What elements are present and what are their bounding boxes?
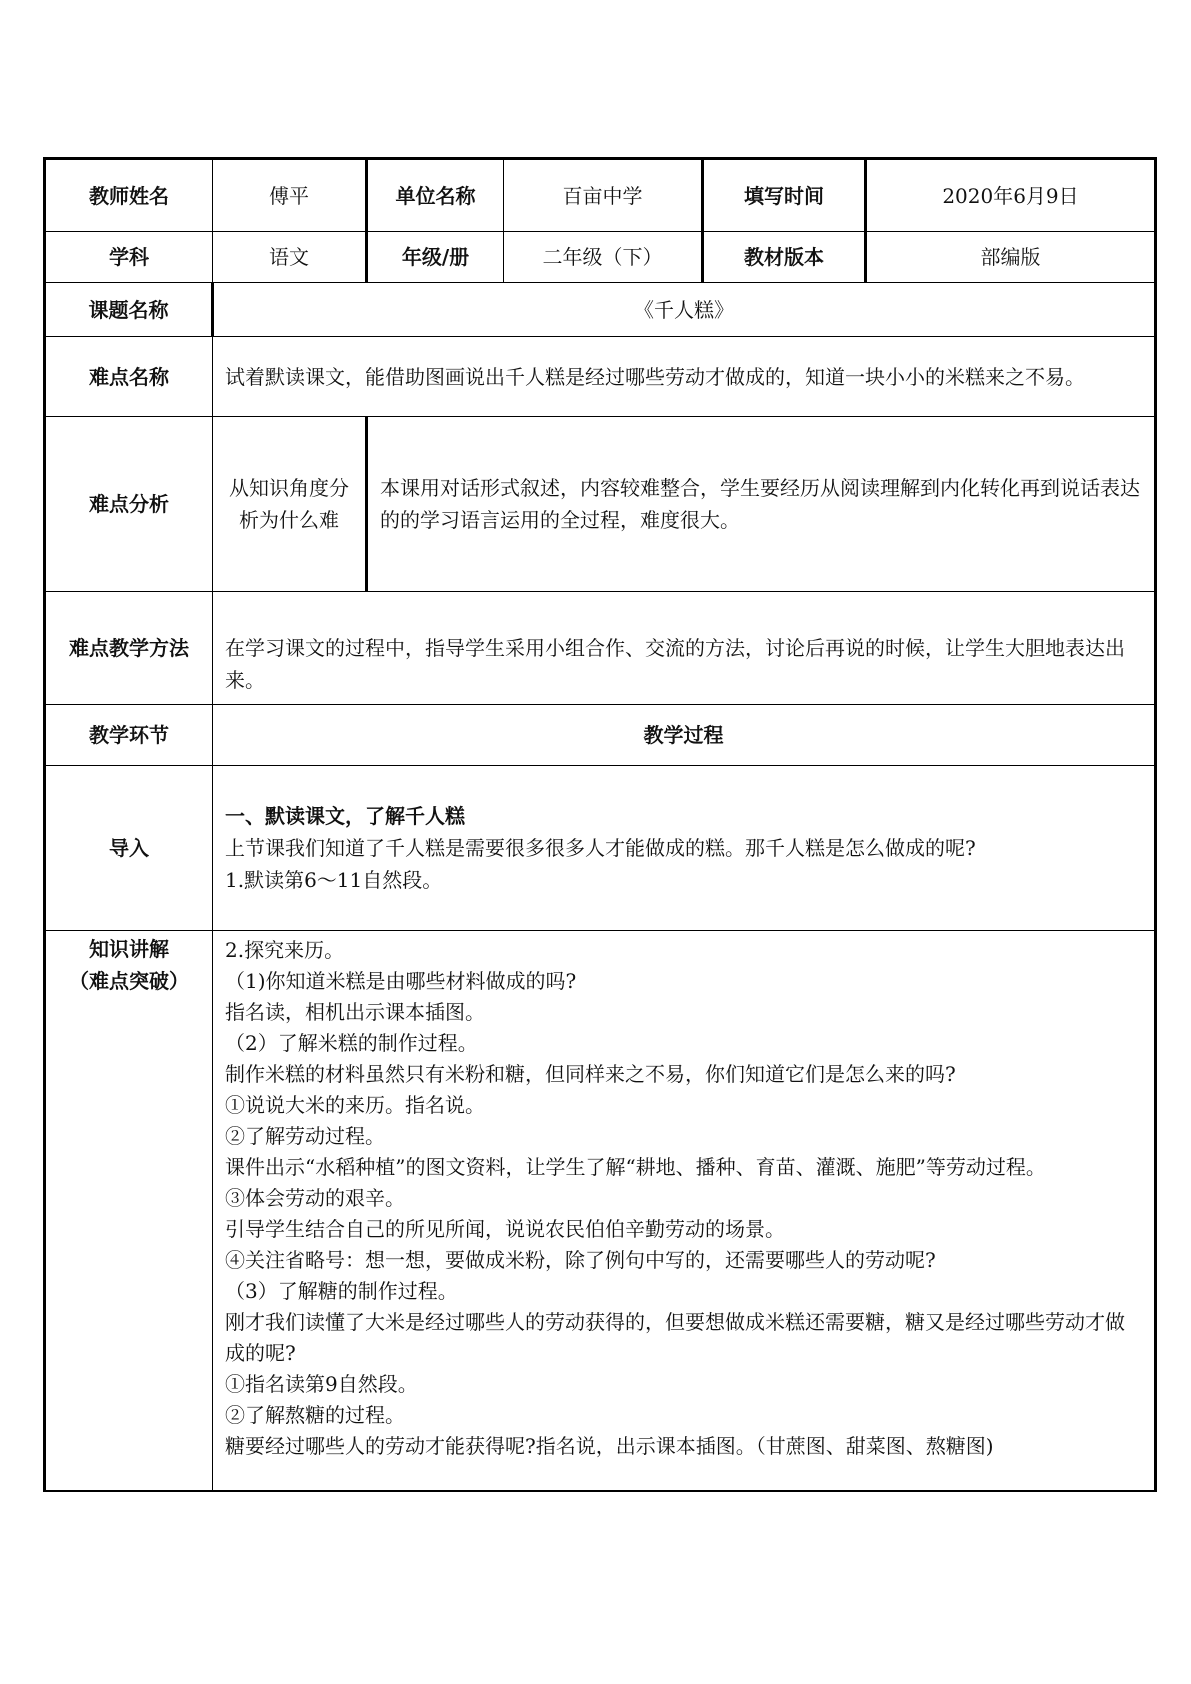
knowledge-label-line-2: （难点突破） (69, 969, 189, 993)
knowledge-line-6: ①说说大米的来历。指名说。 (225, 1093, 485, 1117)
knowledge-line-2: （1)你知道米糕是由哪些材料做成的吗? (225, 969, 577, 993)
intro-heading: 一、默读课文，了解千人糕 (225, 804, 465, 828)
subject-label: 学科 (45, 232, 213, 283)
knowledge-line-15: ②了解熬糖的过程。 (225, 1403, 405, 1427)
edition-value: 部编版 (866, 232, 1156, 283)
intro-line-2: 1.默读第6～11自然段。 (225, 868, 443, 892)
analysis-row (45, 417, 1156, 592)
knowledge-line-1: 2.探究来历。 (225, 938, 345, 962)
subject-value: 语文 (213, 232, 367, 283)
intro-row (45, 766, 1156, 931)
difficulty-row (45, 337, 1156, 417)
method-row (45, 592, 1156, 705)
method-label: 难点教学方法 (45, 592, 213, 705)
lesson-plan-table (43, 157, 1157, 1492)
knowledge-line-14: ①指名读第9自然段。 (225, 1372, 418, 1396)
grade-label: 年级/册 (367, 232, 504, 283)
intro-line-1: 上节课我们知道了千人糕是需要很多很多人才能做成的糕。那千人糕是怎么做成的呢? (225, 836, 976, 860)
knowledge-line-9: ③体会劳动的艰辛。 (225, 1186, 405, 1210)
date-label: 填写时间 (703, 159, 866, 232)
knowledge-label-line-1: 知识讲解 (89, 937, 169, 961)
knowledge-line-12: （3）了解糖的制作过程。 (225, 1279, 458, 1303)
knowledge-line-10: 引导学生结合自己的所见所闻，说说农民伯伯辛勤劳动的场景。 (225, 1217, 785, 1241)
teacher-name-value: 傅平 (213, 159, 367, 232)
header-row-1 (45, 159, 1156, 232)
teacher-name-label: 教师姓名 (45, 159, 213, 232)
knowledge-line-16: 糖要经过哪些人的劳动才能获得呢?指名说，出示课本插图。（甘蔗图、甜菜图、熬糖图) (225, 1434, 994, 1458)
knowledge-line-8: 课件出示“水稻种植”的图文资料，让学生了解“耕地、播种、育苗、灌溉、施肥”等劳动过程。 (225, 1155, 1046, 1179)
header-row-2 (45, 232, 1156, 283)
topic-label: 课题名称 (45, 283, 213, 337)
knowledge-line-4: （2）了解米糕的制作过程。 (225, 1031, 478, 1055)
knowledge-line-7: ②了解劳动过程。 (225, 1124, 385, 1148)
intro-content (213, 766, 1156, 931)
unit-name-label: 单位名称 (367, 159, 504, 232)
difficulty-label: 难点名称 (45, 337, 213, 417)
knowledge-line-5: 制作米糕的材料虽然只有米粉和糖，但同样来之不易，你们知道它们是怎么来的吗? (225, 1062, 956, 1086)
grade-value: 二年级（下） (504, 232, 703, 283)
knowledge-line-11: ④关注省略号：想一想，要做成米粉，除了例句中写的，还需要哪些人的劳动呢? (225, 1248, 936, 1272)
process-stage-label: 教学环节 (45, 705, 213, 766)
knowledge-label (45, 931, 213, 1491)
analysis-value: 本课用对话形式叙述，内容较难整合，学生要经历从阅读理解到内化转化再到说话表达的的学习语言运用的全过程，难度很大。 (367, 417, 1156, 592)
knowledge-line-3: 指名读，相机出示课本插图。 (225, 1000, 485, 1024)
date-value: 2020年6月9日 (866, 159, 1156, 232)
knowledge-line-13: 刚才我们读懂了大米是经过哪些人的劳动获得的，但要想做成米糕还需要糖，糖又是经过哪些劳动才做成的呢? (225, 1310, 1125, 1365)
analysis-sub-label: 从知识角度分析为什么难 (213, 417, 367, 592)
method-value: 在学习课文的过程中，指导学生采用小组合作、交流的方法，讨论后再说的时候，让学生大胆地表达出来。 (213, 592, 1156, 705)
edition-label: 教材版本 (703, 232, 866, 283)
knowledge-content (213, 931, 1156, 1491)
topic-row (45, 283, 1156, 337)
topic-value: 《千人糕》 (213, 283, 1156, 337)
process-title: 教学过程 (213, 705, 1156, 766)
unit-name-value: 百亩中学 (504, 159, 703, 232)
difficulty-value: 试着默读课文，能借助图画说出千人糕是经过哪些劳动才做成的，知道一块小小的米糕来之不易。 (213, 337, 1156, 417)
intro-label: 导入 (45, 766, 213, 931)
process-header-row (45, 705, 1156, 766)
knowledge-row (45, 931, 1156, 1491)
analysis-label: 难点分析 (45, 417, 213, 592)
